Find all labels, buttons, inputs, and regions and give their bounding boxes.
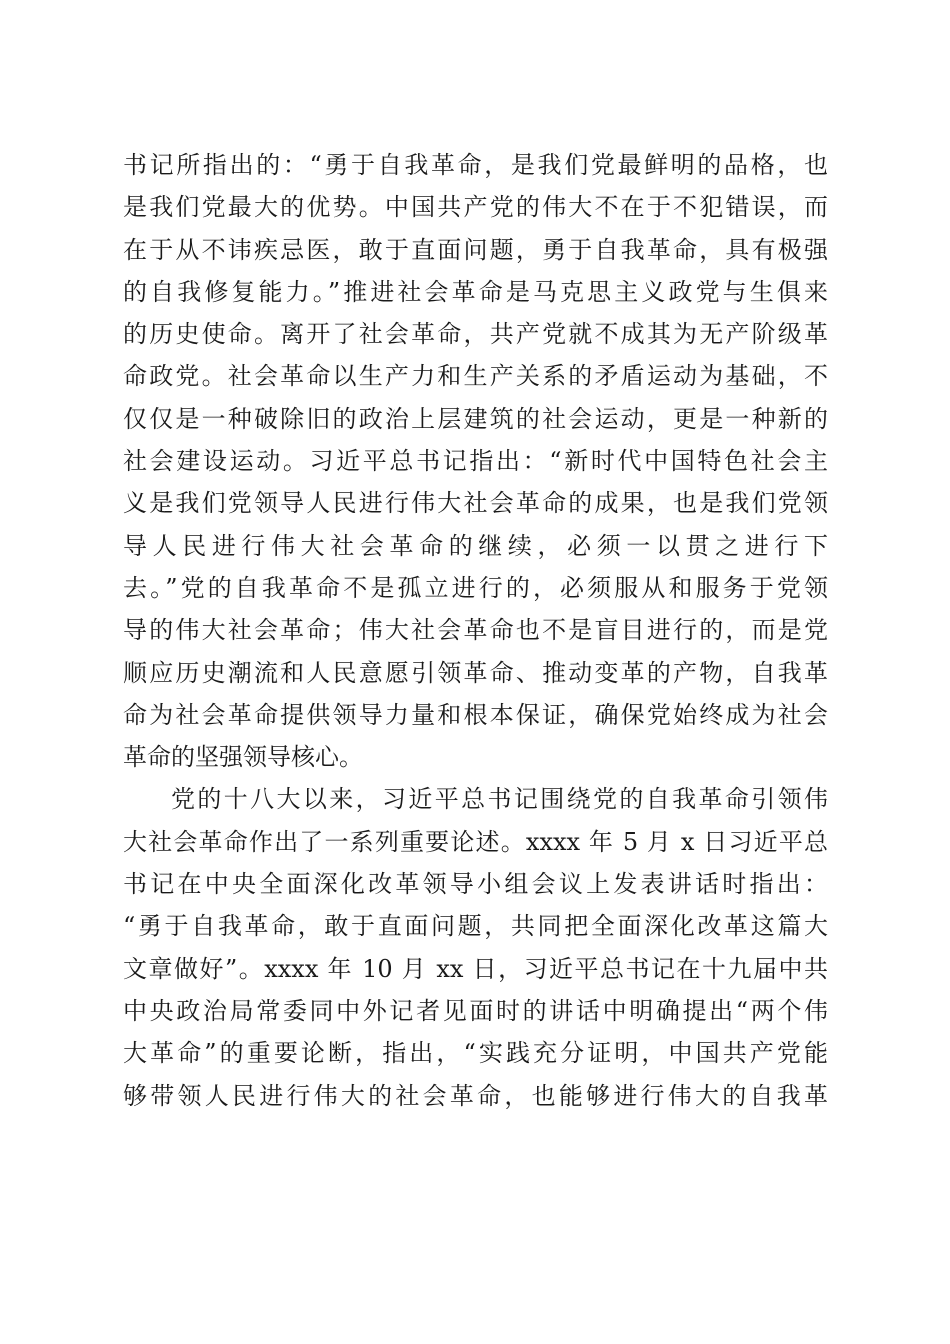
text-line: 书记在中央全面深化改革领导小组会议上发表讲话时指出： [123, 870, 828, 899]
text-line: 去。”党的自我革命不是孤立进行的，必须服从和服务于党领 [123, 573, 828, 602]
text-line: 导人民进行伟大社会革命的继续，必须一以贯之进行下 [123, 531, 828, 560]
text-line: 的历史使命。离开了社会革命，共产党就不成其为无产阶级革 [123, 320, 828, 349]
text-line: 文章做好”。xxxx 年 10 月 xx 日，习近平总书记在十九届中共 [123, 954, 828, 983]
text-line: “勇于自我革命，敢于直面问题，共同把全面深化改革这篇大 [123, 912, 828, 941]
text-line: 大革命”的重要论断，指出，“实践充分证明，中国共产党能 [123, 1039, 828, 1068]
text-line: 仅仅是一种破除旧的政治上层建筑的社会运动，更是一种新的 [123, 404, 828, 433]
text-line: 顺应历史潮流和人民意愿引领革命、推动变革的产物，自我革 [123, 658, 828, 687]
paragraph-first-line: 党的十八大以来，习近平总书记围绕党的自我革命引领伟 [171, 785, 828, 814]
text-line: 在于从不讳疾忌医，敢于直面问题，勇于自我革命，具有极强 [123, 235, 828, 264]
body-text [123, 144, 828, 1117]
text-line: 导的伟大社会革命；伟大社会革命也不是盲目进行的，而是党 [123, 616, 828, 645]
text-line: 的自我修复能力。”推进社会革命是马克思主义政党与生俱来 [123, 277, 828, 306]
text-line: 革命的坚强领导核心。 [123, 743, 363, 772]
text-line: 命政党。社会革命以生产力和生产关系的矛盾运动为基础，不 [123, 362, 828, 391]
text-line: 义是我们党领导人民进行伟大社会革命的成果，也是我们党领 [123, 489, 828, 518]
text-line: 是我们党最大的优势。中国共产党的伟大不在于不犯错误，而 [123, 193, 828, 222]
text-line: 社会建设运动。习近平总书记指出：“新时代中国特色社会主 [123, 447, 828, 476]
text-line: 大社会革命作出了一系列重要论述。xxxx 年 5 月 x 日习近平总 [123, 827, 828, 856]
text-line: 中央政治局常委同中外记者见面时的讲话中明确提出“两个伟 [123, 996, 828, 1025]
text-line: 书记所指出的：“勇于自我革命，是我们党最鲜明的品格，也 [123, 151, 828, 179]
text-line: 够带领人民进行伟大的社会革命，也能够进行伟大的自我革 [123, 1081, 828, 1110]
text-line: 命为社会革命提供领导力量和根本保证，确保党始终成为社会 [123, 700, 828, 729]
